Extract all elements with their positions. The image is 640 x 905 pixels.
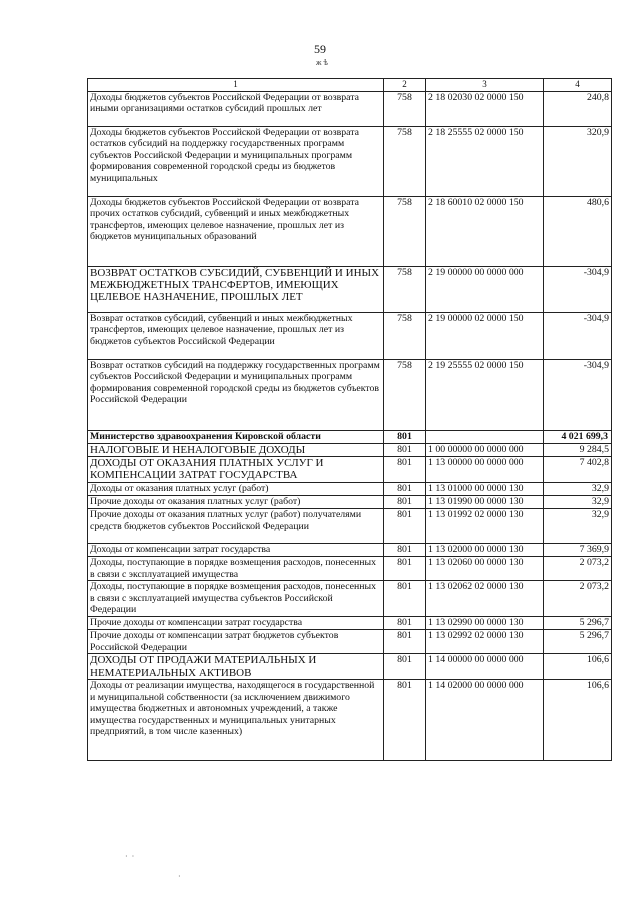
row-amount: 2 073,2 (544, 581, 612, 617)
row-amount: -304,9 (544, 312, 612, 359)
row-amount: 7 369,9 (544, 544, 612, 557)
header-col-3: 3 (426, 79, 544, 92)
row-amount: 7 402,8 (544, 457, 612, 483)
row-budget-class-code: 1 13 01990 00 0000 130 (426, 496, 544, 509)
row-name: Прочие доходы от оказания платных услуг (работ) (88, 496, 384, 509)
table-row (88, 126, 612, 196)
row-name: Доходы от реализации имущества, находящегося в государственной и муниципальной собственности (за исключением движимого имущества бюджетных и автономных учреждений, а также имущества государственных и муниципальных унитарных предприятий, в том числе казенных) (88, 679, 384, 760)
row-budget-class-code: 2 19 00000 02 0000 150 (426, 312, 544, 359)
row-name: Прочие доходы от компенсации затрат бюджетов субъектов Российской Федерации (88, 629, 384, 653)
row-amount: 106,6 (544, 679, 612, 760)
table-row (88, 679, 612, 760)
scan-speck: · (178, 872, 181, 881)
row-name: НАЛОГОВЫЕ И НЕНАЛОГОВЫЕ ДОХОДЫ (88, 443, 384, 456)
row-name: Возврат остатков субсидий на поддержку государственных программ субъектов Российской Федерации и муниципальных программ формирования современной городской среды из бюджетов субъектов Российской Федерации (88, 359, 384, 430)
row-admin-code: 758 (384, 196, 426, 266)
row-amount: 9 284,5 (544, 443, 612, 456)
header-col-2: 2 (384, 79, 426, 92)
row-amount: 2 073,2 (544, 557, 612, 581)
table-row (88, 616, 612, 629)
row-admin-code: 801 (384, 629, 426, 653)
table-body (88, 91, 612, 760)
header-col-1: 1 (88, 79, 384, 92)
row-name: Доходы бюджетов субъектов Российской Федерации от возврата остатков субсидий на поддержку государственных программ субъектов Российской Федерации и муниципальных программ формирования современной городской среды из бюджетов муниципальных (88, 126, 384, 196)
row-name: ДОХОДЫ ОТ ПРОДАЖИ МАТЕРИАЛЬНЫХ И НЕМАТЕРИАЛЬНЫХ АКТИВОВ (88, 654, 384, 680)
row-name: Доходы от оказания платных услуг (работ) (88, 483, 384, 496)
row-budget-class-code: 1 00 00000 00 0000 000 (426, 443, 544, 456)
row-name: ВОЗВРАТ ОСТАТКОВ СУБСИДИЙ, СУБВЕНЦИЙ И ИНЫХ МЕЖБЮДЖЕТНЫХ ТРАНСФЕРТОВ, ИМЕЮЩИХ ЦЕЛЕВОЕ НАЗНАЧЕНИЕ, ПРОШЛЫХ ЛЕТ (88, 266, 384, 312)
table-row (88, 629, 612, 653)
row-budget-class-code: 1 13 01992 02 0000 130 (426, 509, 544, 544)
row-name: ДОХОДЫ ОТ ОКАЗАНИЯ ПЛАТНЫХ УСЛУГ И КОМПЕНСАЦИИ ЗАТРАТ ГОСУДАРСТВА (88, 457, 384, 483)
row-admin-code: 801 (384, 557, 426, 581)
row-admin-code: 801 (384, 679, 426, 760)
row-amount: 320,9 (544, 126, 612, 196)
row-admin-code: 758 (384, 91, 426, 126)
row-name: Министерство здравоохранения Кировской области (88, 430, 384, 443)
row-budget-class-code: 1 13 01000 00 0000 130 (426, 483, 544, 496)
row-budget-class-code: 1 14 02000 00 0000 000 (426, 679, 544, 760)
row-amount: 4 021 699,3 (544, 430, 612, 443)
row-amount: 32,9 (544, 496, 612, 509)
row-budget-class-code: 1 14 00000 00 0000 000 (426, 654, 544, 680)
row-admin-code: 801 (384, 443, 426, 456)
row-name: Возврат остатков субсидий, субвенций и иных межбюджетных трансфертов, имеющих целевое назначение, прошлых лет из бюджетов субъектов Российской Федерации (88, 312, 384, 359)
table-row (88, 457, 612, 483)
table-row (88, 557, 612, 581)
table-row (88, 443, 612, 456)
row-amount: 5 296,7 (544, 616, 612, 629)
table-row (88, 544, 612, 557)
table-row (88, 483, 612, 496)
row-name: Доходы, поступающие в порядке возмещения расходов, понесенных в связи с эксплуатацией имущества (88, 557, 384, 581)
row-admin-code: 801 (384, 457, 426, 483)
row-budget-class-code: 1 13 02062 02 0000 130 (426, 581, 544, 617)
row-budget-class-code: 1 13 02992 02 0000 130 (426, 629, 544, 653)
row-amount: 5 296,7 (544, 629, 612, 653)
row-amount: 32,9 (544, 483, 612, 496)
table-row (88, 430, 612, 443)
row-name: Доходы от компенсации затрат государства (88, 544, 384, 557)
table-header-row (88, 79, 612, 92)
row-name: Прочие доходы от компенсации затрат государства (88, 616, 384, 629)
row-admin-code: 758 (384, 359, 426, 430)
row-admin-code: 758 (384, 266, 426, 312)
row-amount: 240,8 (544, 91, 612, 126)
table-row (88, 496, 612, 509)
row-budget-class-code: 1 13 00000 00 0000 000 (426, 457, 544, 483)
row-admin-code: 758 (384, 312, 426, 359)
row-amount: 480,6 (544, 196, 612, 266)
budget-table (87, 78, 612, 761)
table-row (88, 509, 612, 544)
row-name: Прочие доходы от оказания платных услуг (работ) получателями средств бюджетов субъектов Российской Федерации (88, 509, 384, 544)
row-admin-code: 801 (384, 483, 426, 496)
row-budget-class-code: 1 13 02000 00 0000 130 (426, 544, 544, 557)
row-budget-class-code: 1 13 02060 00 0000 130 (426, 557, 544, 581)
table-row (88, 312, 612, 359)
page-mark: ж ѣ (316, 58, 328, 67)
table-row (88, 266, 612, 312)
row-amount: 32,9 (544, 509, 612, 544)
row-amount: 106,6 (544, 654, 612, 680)
header-col-4: 4 (544, 79, 612, 92)
row-budget-class-code: 2 18 60010 02 0000 150 (426, 196, 544, 266)
row-admin-code: 801 (384, 544, 426, 557)
table-row (88, 359, 612, 430)
row-admin-code: 801 (384, 430, 426, 443)
row-budget-class-code (426, 430, 544, 443)
row-admin-code: 801 (384, 654, 426, 680)
row-amount: -304,9 (544, 266, 612, 312)
table-row (88, 654, 612, 680)
row-admin-code: 801 (384, 509, 426, 544)
row-amount: -304,9 (544, 359, 612, 430)
row-admin-code: 758 (384, 126, 426, 196)
row-budget-class-code: 2 18 25555 02 0000 150 (426, 126, 544, 196)
scan-specks: · · (125, 852, 135, 861)
row-budget-class-code: 2 19 00000 00 0000 000 (426, 266, 544, 312)
table-row (88, 196, 612, 266)
row-budget-class-code: 2 19 25555 02 0000 150 (426, 359, 544, 430)
row-name: Доходы бюджетов субъектов Российской Федерации от возврата иными организациями остатков субсидий прошлых лет (88, 91, 384, 126)
row-name: Доходы, поступающие в порядке возмещения расходов, понесенных в связи с эксплуатацией имущества субъектов Российской Федерации (88, 581, 384, 617)
table-row (88, 581, 612, 617)
page-number: 59 (314, 42, 326, 56)
row-admin-code: 801 (384, 496, 426, 509)
row-budget-class-code: 1 13 02990 00 0000 130 (426, 616, 544, 629)
row-budget-class-code: 2 18 02030 02 0000 150 (426, 91, 544, 126)
row-admin-code: 801 (384, 581, 426, 617)
row-admin-code: 801 (384, 616, 426, 629)
row-name: Доходы бюджетов субъектов Российской Федерации от возврата прочих остатков субсидий, субвенций и иных межбюджетных трансфертов, имеющих целевое назначение, прошлых лет из бюджетов муниципальных образований (88, 196, 384, 266)
table-row (88, 91, 612, 126)
